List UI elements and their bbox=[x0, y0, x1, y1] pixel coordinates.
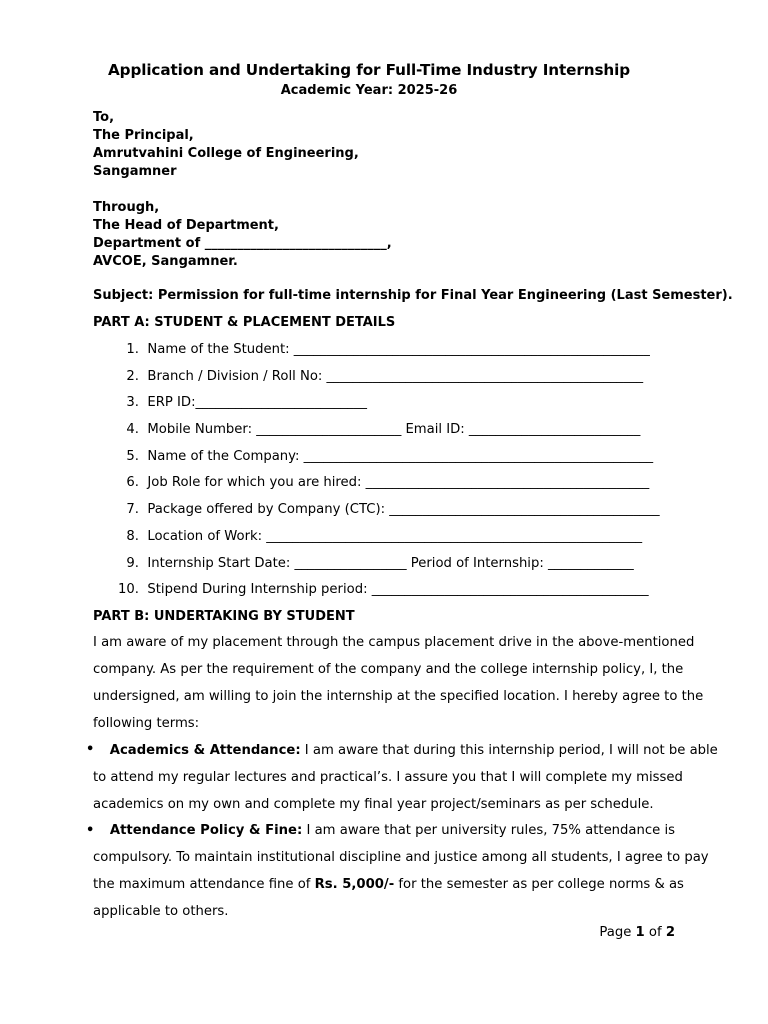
field-erp-id: ERP ID:__________________________ bbox=[147, 395, 367, 411]
part-b-heading: PART B: UNDERTAKING BY STUDENT bbox=[93, 609, 355, 624]
list-item bbox=[93, 367, 660, 394]
field-mobile-email: Mobile Number: ______________________ Email ID: __________________________ bbox=[147, 422, 641, 438]
list-item bbox=[93, 420, 660, 447]
page-word: Page bbox=[599, 925, 636, 940]
bullet-text: I am aware that during this internship period, I will not be able bbox=[300, 743, 718, 758]
avcoe-line: AVCOE, Sangamner. bbox=[93, 254, 238, 269]
field-job-role: Job Role for which you are hired: ___________________________________________ bbox=[147, 475, 650, 491]
department-line: Department of ____________________________, bbox=[93, 236, 392, 251]
through-line: Through, bbox=[93, 200, 160, 215]
item-number: 6. bbox=[126, 475, 139, 491]
item-number: 9. bbox=[126, 555, 139, 571]
city-line: Sangamner bbox=[93, 164, 177, 179]
item-number: 7. bbox=[126, 502, 139, 518]
field-work-location: Location of Work: _________________________________________________________ bbox=[147, 528, 643, 544]
paragraph-line: to attend my regular lectures and practical’s. I assure you that I will complete my missed bbox=[93, 770, 683, 785]
total-pages: 2 bbox=[665, 925, 675, 940]
bullet-text: I am aware that per university rules, 75% attendance is bbox=[302, 823, 675, 838]
list-item bbox=[93, 580, 660, 607]
college-line: Amrutvahini College of Engineering, bbox=[93, 146, 359, 161]
academics-attendance-bullet bbox=[93, 737, 718, 818]
bullet-icon: • bbox=[86, 742, 95, 757]
undertaking-intro-paragraph bbox=[93, 629, 704, 737]
of-word: of bbox=[644, 925, 666, 940]
part-a-heading: PART A: STUDENT & PLACEMENT DETAILS bbox=[93, 315, 396, 330]
student-details-list bbox=[93, 340, 660, 607]
item-number: 2. bbox=[126, 368, 139, 384]
hod-line: The Head of Department, bbox=[93, 218, 279, 233]
paragraph-line bbox=[93, 871, 684, 898]
list-item bbox=[93, 473, 660, 500]
item-number: 10. bbox=[118, 582, 139, 598]
paragraph-line: compulsory. To maintain institutional discipline and justice among all students, I agree to pay bbox=[93, 850, 709, 865]
bullet-icon: • bbox=[86, 823, 95, 838]
item-number: 3. bbox=[126, 395, 139, 411]
current-page: 1 bbox=[635, 925, 645, 940]
paragraph-line: following terms: bbox=[93, 716, 200, 731]
list-item bbox=[93, 447, 660, 474]
field-company-name: Name of the Company: _____________________________________________________ bbox=[147, 448, 654, 464]
academic-year: Academic Year: 2025-26 bbox=[280, 83, 458, 98]
field-package-ctc: Package offered by Company (CTC): _________________________________________ bbox=[147, 502, 660, 518]
to-address-block bbox=[93, 109, 359, 181]
page-number bbox=[599, 925, 675, 940]
bullet-heading: Academics & Attendance: bbox=[109, 743, 301, 758]
fine-text-post: for the semester as per college norms & as bbox=[394, 877, 684, 892]
bullet-heading: Attendance Policy & Fine: bbox=[109, 823, 303, 838]
item-number: 5. bbox=[126, 448, 139, 464]
attendance-policy-bullet bbox=[93, 817, 709, 925]
list-item bbox=[93, 340, 660, 367]
fine-amount: Rs. 5,000/- bbox=[314, 877, 395, 892]
field-stipend: Stipend During Internship period: __________________________________________ bbox=[147, 582, 649, 598]
item-number: 8. bbox=[126, 528, 139, 544]
list-item bbox=[93, 393, 660, 420]
item-number: 1. bbox=[126, 342, 139, 357]
to-line: To, bbox=[93, 110, 115, 125]
item-number: 4. bbox=[126, 422, 139, 438]
list-item bbox=[93, 500, 660, 527]
paragraph-line: I am aware of my placement through the campus placement drive in the above-mentioned bbox=[93, 635, 695, 650]
fine-text-pre: the maximum attendance fine of bbox=[93, 877, 315, 892]
paragraph-line: company. As per the requirement of the company and the college internship policy, I, the bbox=[93, 662, 684, 677]
principal-line: The Principal, bbox=[93, 128, 194, 143]
paragraph-line: applicable to others. bbox=[93, 904, 229, 919]
paragraph-line: academics on my own and complete my final year project/seminars as per schedule. bbox=[93, 797, 654, 812]
paragraph-line bbox=[93, 817, 675, 844]
paragraph-line bbox=[93, 737, 718, 764]
field-branch-division-roll: Branch / Division / Roll No: ________________________________________________ bbox=[147, 368, 644, 384]
list-item bbox=[93, 554, 660, 581]
through-address-block bbox=[93, 199, 392, 271]
list-item bbox=[93, 527, 660, 554]
field-start-date-period: Internship Start Date: _________________ Period of Internship: _____________ bbox=[147, 555, 634, 571]
field-name-of-student: Name of the Student: ______________________________________________________ bbox=[147, 342, 650, 357]
document-title: Application and Undertaking for Full-Time Industry Internship bbox=[108, 61, 630, 79]
paragraph-line: undersigned, am willing to join the internship at the specified location. I hereby agree to the bbox=[93, 689, 704, 704]
subject-line: Subject: Permission for full-time internship for Final Year Engineering (Last Semester). bbox=[93, 288, 733, 303]
